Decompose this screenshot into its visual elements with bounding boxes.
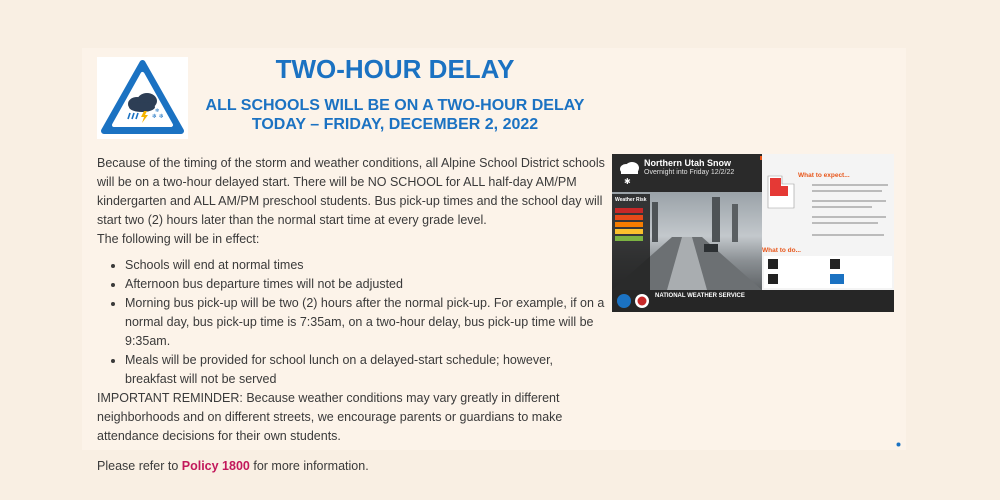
nws-noaa-logos xyxy=(616,293,652,309)
closing-sentence xyxy=(97,457,607,476)
list-item: • Afternoon bus departure times will not be adjusted xyxy=(125,275,607,294)
list-item: • Morning bus pick-up will be two (2) hours after the normal pick-up. For example, if on a normal day, bus pick-up time is 7:35am, on a two-hour delay, bus pick-up time will be 9:35am. xyxy=(125,294,607,351)
text-line xyxy=(812,184,888,186)
risk-level-bar xyxy=(615,229,643,234)
text-line xyxy=(812,190,882,192)
text-line xyxy=(812,222,878,224)
closing-suffix: for more information. xyxy=(249,459,369,473)
corner-mark-icon xyxy=(896,442,901,447)
svg-text:❄ ❄: ❄ ❄ xyxy=(152,113,164,120)
risk-level-bar xyxy=(615,215,643,220)
risk-level-bar xyxy=(615,222,643,227)
list-item: • Meals will be provided for school lunch on a delayed-start schedule; however, breakfast will not be served xyxy=(125,351,607,389)
page-subtitle xyxy=(190,96,600,134)
svg-text:❄: ❄ xyxy=(155,108,160,114)
nws-weather-infographic xyxy=(612,154,894,312)
risk-level-bar xyxy=(615,236,643,241)
list-item: • Schools will end at normal times xyxy=(125,256,607,275)
text-line xyxy=(812,200,886,202)
utah-map-image xyxy=(766,174,796,210)
driving-icon xyxy=(768,259,778,269)
announcement-body xyxy=(97,154,607,476)
snowplow-icon xyxy=(830,259,840,269)
important-reminder: IMPORTANT REMINDER: Because weather conditions may vary greatly in different neighborhoods and on different streets, we encourage parents or guardians to make attendance decisions for their own students. xyxy=(97,391,563,443)
infographic-title: Northern Utah Snow xyxy=(644,158,731,168)
risk-level-bar xyxy=(615,208,643,213)
weather-alert-logo xyxy=(97,57,188,139)
weather-risk-label: Weather Risk xyxy=(615,197,647,203)
what-to-do-panel xyxy=(764,256,892,288)
subtitle-line-2: TODAY – FRIDAY, DECEMBER 2, 2022 xyxy=(251,116,539,133)
infographic-subtitle: Overnight into Friday 12/2/22 xyxy=(644,169,735,176)
subtitle-line-1: ALL SCHOOLS WILL BE ON A TWO-HOUR DELAY xyxy=(205,97,585,114)
policy-list xyxy=(97,256,607,389)
weather-alert-triangle-icon xyxy=(97,57,188,139)
what-to-expect-heading: What to expect... xyxy=(798,172,850,179)
udot-logo xyxy=(830,274,844,284)
text-line xyxy=(812,206,872,208)
snow-cloud-icon xyxy=(618,159,640,187)
intro-paragraph: Because of the timing of the storm and weather conditions, all Alpine School District schools will be on a two-hour delayed start. There will be NO SCHOOL for ALL half-day AM/PM kindergarten and ALL AM/PM preschool students. Bus pick-up times and the school day will start two (2) hours later than the normal start time at every grade level. xyxy=(97,156,605,227)
what-to-do-heading: What to do... xyxy=(762,247,801,254)
agency-name: NATIONAL WEATHER SERVICE xyxy=(655,293,745,299)
closing-prefix: Please refer to xyxy=(97,459,182,473)
policy-1800-link[interactable]: Policy 1800 xyxy=(181,459,250,473)
following-label: The following will be in effect: xyxy=(97,232,260,246)
page-title: TWO-HOUR DELAY xyxy=(275,54,515,84)
svg-text:✱: ✱ xyxy=(624,177,631,186)
weather-risk-panel xyxy=(612,194,650,290)
text-line xyxy=(812,234,884,236)
warning-icon xyxy=(768,274,778,284)
text-line xyxy=(812,216,886,218)
